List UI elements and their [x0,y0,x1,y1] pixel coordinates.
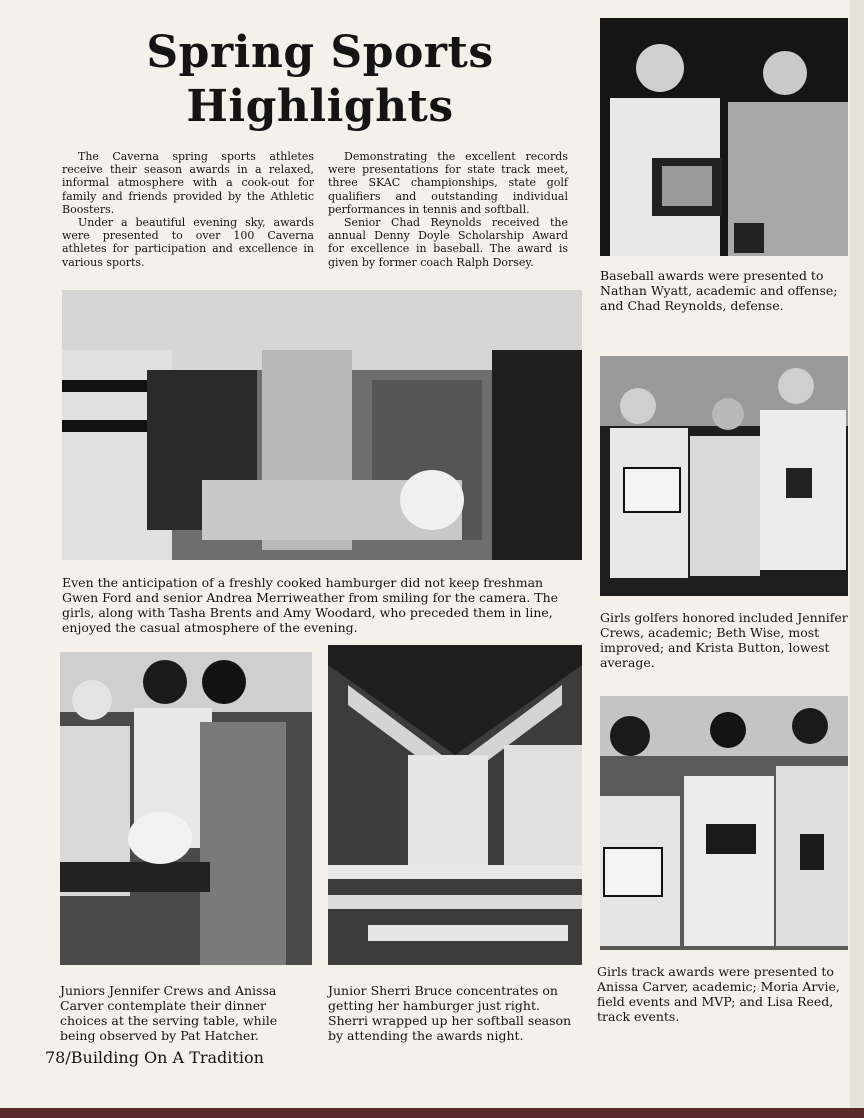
page-footer: 78/Building On A Tradition [45,1048,264,1067]
intro-paragraph: Demonstrating the excellent records were presentations for state track meet, three SKAC championships, state golf qualifiers and outstanding individual performances in tennis and softball. [328,150,568,216]
intro-paragraph: The Caverna spring sports athletes receive their season awards in a relaxed, informal atmosphere with a cook-out for family and friends provided by the Athletic Boosters. [62,150,314,216]
baseball-caption: Baseball awards were presented to Nathan Wyatt, academic and offense; and Chad Reynolds, defense. [600,268,838,313]
track-caption: Girls track awards were presented to Anissa Carver, academic; Moria Arvie, field events and MVP; and Lisa Reed, track events. [597,964,840,1024]
juniors-photo [60,652,312,965]
cookout-caption: Even the anticipation of a freshly cooked hamburger did not keep freshman Gwen Ford and senior Andrea Merriweather from smiling for the camera. The girls, along with Tasha Brents and Amy Woodard, who preceded them in line, enjoyed the casual atmosphere of the evening. [62,575,559,635]
page-edge [850,0,864,1108]
baseball-awards-photo [600,18,848,256]
girls-golf-photo [600,356,848,596]
golf-caption: Girls golfers honored included Jennifer Crews, academic; Beth Wise, most improved; and Krista Button, lowest average. [600,610,848,670]
sherri-bruce-photo [328,645,582,965]
intro-column-2 [328,150,568,269]
girls-track-photo [600,696,848,950]
sherri-caption: Junior Sherri Bruce concentrates on getting her hamburger just right. Sherri wrapped up her softball season by attending the awards night. [328,983,572,1043]
page-title [100,26,540,134]
page-bottom-band [0,1108,864,1118]
juniors-caption: Juniors Jennifer Crews and Anissa Carver contemplate their dinner choices at the serving table, while being observed by Pat Hatcher. [60,983,278,1043]
title-line-1: Spring Sports [146,27,494,78]
intro-column-1 [62,150,314,269]
intro-paragraph: Senior Chad Reynolds received the annual Denny Doyle Scholarship Award for excellence in baseball. The award is given by former coach Ralph Dorsey. [328,216,568,269]
title-line-2: Highlights [186,81,454,132]
intro-paragraph: Under a beautiful evening sky, awards were presented to over 100 Caverna athletes for participation and excellence in various sports. [62,216,314,269]
cookout-photo [62,290,582,560]
